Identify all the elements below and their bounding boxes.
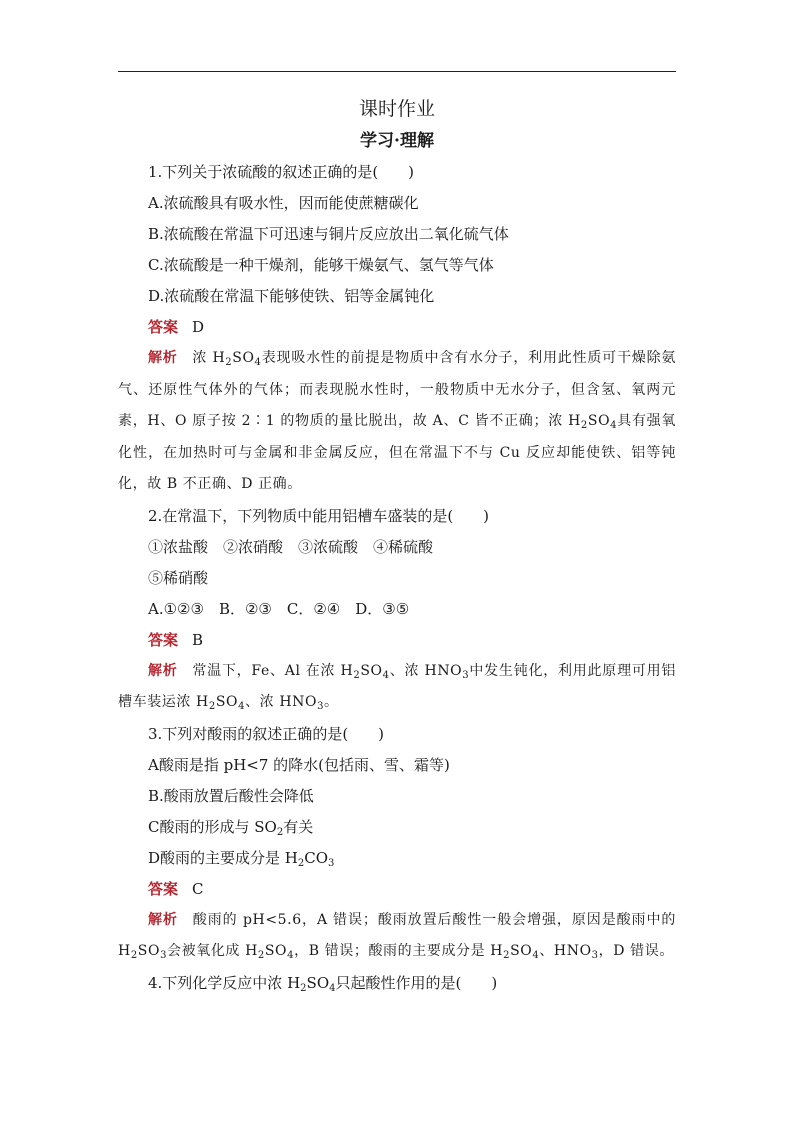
question-1-stem: 1.下列关于浓硫酸的叙述正确的是( ) bbox=[148, 163, 415, 181]
answer-value: B bbox=[192, 630, 204, 649]
question-3-stem: 3.下列对酸雨的叙述正确的是( ) bbox=[148, 724, 385, 743]
question-2-answer bbox=[118, 625, 676, 656]
answer-value: D bbox=[192, 318, 205, 336]
page-title: 课时作业 bbox=[358, 98, 435, 120]
answer-label: 答案 bbox=[148, 879, 179, 898]
question-1-answer bbox=[118, 312, 676, 343]
question-1 bbox=[118, 157, 676, 501]
question-4-stem: 4.下列化学反应中浓 $H_2SO_4$只起酸性作用的是( ) bbox=[148, 973, 498, 994]
header-rule bbox=[118, 71, 676, 72]
question-2-items-cont: ⑤稀硝酸 bbox=[148, 568, 209, 587]
answer-label: 答案 bbox=[148, 630, 179, 649]
question-1-option-d: D.浓硫酸在常温下能够使铁、铝等金属钝化 bbox=[148, 287, 435, 305]
question-1-option-b: B.浓硫酸在常温下可迅速与铜片反应放出二氧化硫气体 bbox=[148, 225, 509, 243]
question-2-stem: 2.在常温下，下列物质中能用铝槽车盛装的是( ) bbox=[148, 506, 490, 525]
answer-label: 答案 bbox=[148, 318, 179, 336]
question-3 bbox=[118, 719, 676, 968]
question-3-option-d: D酸雨的主要成分是 $H_2CO_3$ bbox=[148, 848, 335, 869]
question-2-choices: A.①②③ B．②③ C．②④ D．③⑤ bbox=[148, 599, 410, 618]
question-2 bbox=[118, 501, 676, 719]
question-3-option-a: A酸雨是指 pH<7 的降水(包括雨、雪、霜等) bbox=[148, 755, 450, 774]
question-3-option-c: C酸雨的形成与 $SO_2$有关 bbox=[148, 817, 314, 838]
explanation-label: 解析 bbox=[148, 662, 178, 679]
question-2-items: ①浓盐酸 ②浓硝酸 ③浓硫酸 ④稀硫酸 bbox=[148, 537, 434, 556]
worksheet bbox=[118, 95, 676, 999]
question-1-option-c: C.浓硫酸是一种干燥剂，能够干燥氨气、氢气等气体 bbox=[148, 256, 494, 274]
question-1-explanation: 解析 浓 $H_2SO_4$表现吸水性的前提是物质中含有水分子，利用此性质可干燥除氨气、还原性气体外的气体；而表现脱水性时，一般物质中无水分子，但含氢、氧两元素，H、O 原子按 2∶1 的物质的量比脱出，故 A、C 皆不正确；浓 $H_2SO_4$具有强氧化性，在加热时可与金属和非金属反应，但在常温下不与 Cu 反应却能使铁、铝等钝化，故 B 不正确、D 正确。 bbox=[118, 350, 676, 492]
answer-value: C bbox=[192, 879, 204, 898]
question-3-option-b: B.酸雨放置后酸性会降低 bbox=[148, 786, 314, 805]
section-title: 学习·理解 bbox=[360, 131, 434, 151]
question-2-explanation: 解析 常温下，Fe、Al 在浓 $H_2SO_4$、浓 $HNO_3$中发生钝化，利用此原理可用铝槽车装运浓 $H_2SO_4$、浓 $HNO_3$。 bbox=[118, 662, 676, 712]
explanation-label: 解析 bbox=[148, 911, 178, 928]
question-4 bbox=[118, 968, 676, 999]
question-3-answer bbox=[118, 874, 676, 905]
question-1-option-a: A.浓硫酸具有吸水性，因而能使蔗糖碳化 bbox=[148, 194, 419, 212]
question-3-explanation: 解析 酸雨的 pH<5.6，A 错误；酸雨放置后酸性一般会增强，原因是酸雨中的 $H_2SO_3$会被氧化成 $H_2SO_4$，B 错误；酸雨的主要成分是 $H_2SO_4$、$HNO_3$，D 错误。 bbox=[118, 911, 677, 961]
explanation-label: 解析 bbox=[148, 350, 178, 366]
